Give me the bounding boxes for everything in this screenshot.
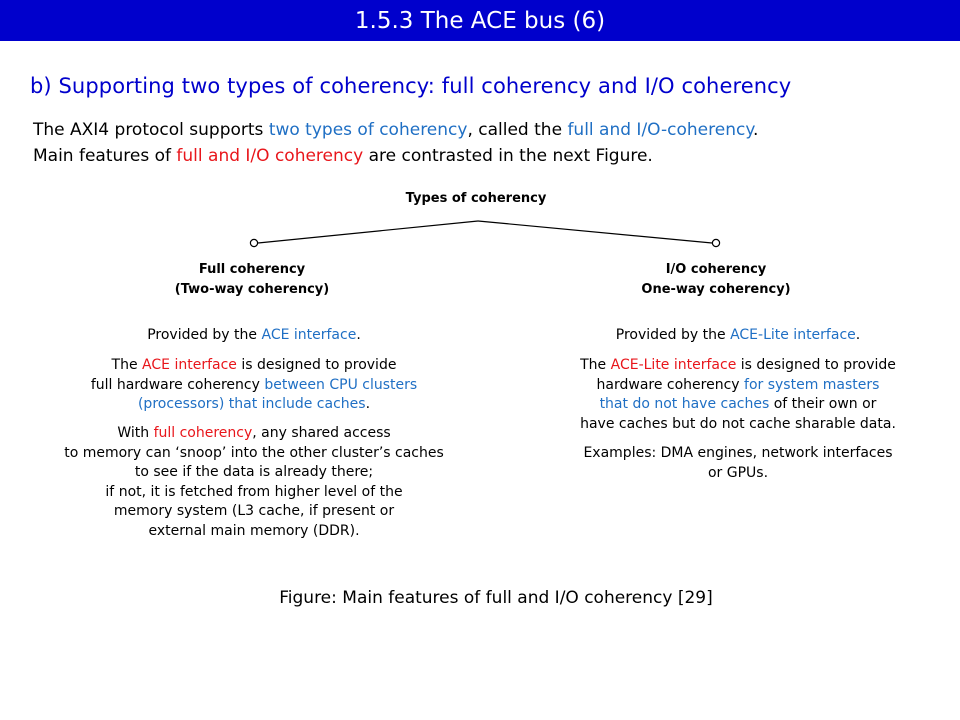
node-left: [250, 239, 257, 246]
highlight-two-types: two types of coherency: [268, 120, 468, 140]
node-right: [712, 239, 719, 246]
full-design-text: The ACE interface is designed to provide full hardware coherency between CPU clusters (processors) that include caches.: [90, 357, 418, 412]
section-subtitle: b) Supporting two types of coherency: full coherency and I/O coherency: [30, 74, 792, 98]
highlight-full-io-red: full and I/O coherency: [176, 146, 364, 166]
branch-line-left: [258, 221, 478, 243]
highlight-full-io: full and I/O-coherency: [567, 120, 753, 140]
root-label: Types of coherency: [405, 191, 547, 206]
branch-line-right: [478, 221, 712, 243]
io-coherency-heading: I/O coherency One-way coherency): [641, 262, 791, 297]
io-design-text: The ACE-Lite interface is designed to provide hardware coherency for system masters that do not have caches of their own or have caches but do not cache sharable data.: [580, 357, 896, 432]
io-examples-text: Examples: DMA engines, network interfaces or GPUs.: [583, 445, 893, 481]
full-provided-by: Provided by the ACE interface.: [147, 327, 361, 343]
io-provided-by: Provided by the ACE-Lite interface.: [615, 327, 861, 343]
slide-title: 1.5.3 The ACE bus (6): [354, 7, 606, 34]
intro-line-2: Main features of full and I/O coherency are contrasted in the next Figure.: [33, 146, 653, 166]
full-coherency-heading: Full coherency (Two-way coherency): [174, 262, 330, 297]
intro-line-1: The AXI4 protocol supports two types of coherency, called the full and I/O-coherency.: [33, 120, 759, 140]
full-snoop-text: With full coherency, any shared access to memory can ‘snoop’ into the other cluster’s caches to see if the data is already there; if not, it is fetched from higher level of the memory system (L3 cache, if present or external main memory (DDR).: [64, 425, 444, 539]
figure-caption: Figure: Main features of full and I/O coherency [29]: [279, 588, 713, 608]
